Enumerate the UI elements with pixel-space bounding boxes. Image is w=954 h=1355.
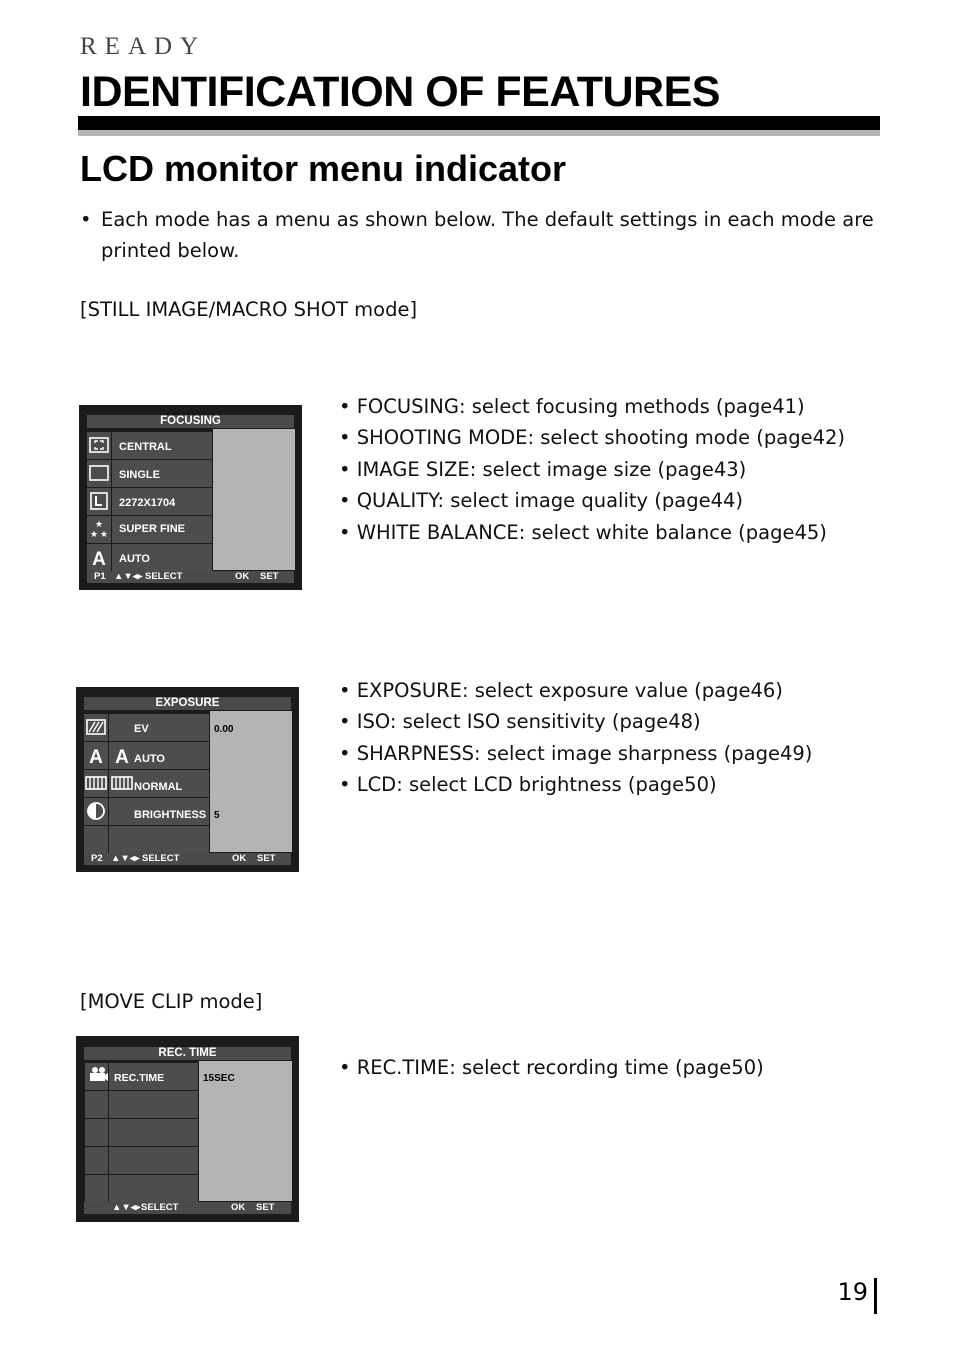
menu-footer bbox=[84, 1202, 291, 1214]
intro-bullet: • bbox=[80, 208, 92, 231]
list-item: • SHARPNESS: select image sharpness (page49) bbox=[339, 741, 813, 765]
section-label: READY bbox=[80, 33, 207, 60]
list-item: • FOCUSING: select focusing methods (page41) bbox=[339, 395, 805, 418]
list-item: • WHITE BALANCE: select white balance (page45) bbox=[339, 520, 827, 544]
auto-a-icon bbox=[88, 546, 110, 568]
ok-hint: OK bbox=[235, 571, 250, 582]
menu-row-label: EV bbox=[134, 723, 149, 735]
svg-text:★: ★ bbox=[94, 520, 104, 530]
movie-camera-icon bbox=[87, 1063, 109, 1085]
menu-value: 0.00 bbox=[214, 724, 234, 735]
svg-text:★: ★ bbox=[99, 530, 109, 539]
select-hint: SELECT bbox=[145, 571, 183, 582]
menu-row-label: AUTO bbox=[134, 753, 165, 765]
focus-area-icon bbox=[88, 434, 110, 456]
select-hint: SELECT bbox=[141, 1202, 179, 1213]
movie-mode-label: [MOVE CLIP mode] bbox=[80, 990, 263, 1013]
title-rule-shadow bbox=[78, 130, 880, 136]
single-frame-icon bbox=[88, 462, 110, 484]
brightness-icon bbox=[85, 800, 107, 822]
page-number-bar bbox=[874, 1278, 877, 1314]
section-subtitle: LCD monitor menu indicator bbox=[80, 148, 566, 189]
lcd-menu-rec-time bbox=[76, 1036, 299, 1222]
still-mode-label: [STILL IMAGE/MACRO SHOT mode] bbox=[80, 298, 418, 321]
focusing-menu-bullets bbox=[339, 391, 845, 548]
rec-time-menu-bullets bbox=[339, 1052, 764, 1083]
svg-text:A: A bbox=[92, 549, 106, 567]
menu-row-label: AUTO bbox=[119, 553, 150, 565]
list-item: • QUALITY: select image quality (page44) bbox=[339, 489, 743, 513]
menu-title: EXPOSURE bbox=[84, 697, 291, 710]
list-item: • LCD: select LCD brightness (page50) bbox=[339, 773, 717, 797]
lcd-menu-exposure bbox=[76, 687, 299, 872]
sharpness-icon bbox=[85, 772, 107, 794]
svg-text:A: A bbox=[89, 747, 103, 765]
ok-hint: OK bbox=[232, 853, 247, 864]
menu-row-label: CENTRAL bbox=[119, 441, 172, 453]
menu-value: 15SEC bbox=[203, 1073, 235, 1084]
intro-paragraph bbox=[80, 204, 880, 266]
nav-arrows-icon: ▲▼◂▸ bbox=[112, 1202, 141, 1213]
menu-row-label: 2272X1704 bbox=[119, 497, 176, 509]
page-number: 19 bbox=[837, 1278, 868, 1306]
menu-footer bbox=[87, 571, 294, 583]
set-hint: SET bbox=[257, 853, 276, 864]
exposure-icon bbox=[85, 716, 107, 738]
menu-title: REC. TIME bbox=[84, 1047, 291, 1060]
exposure-menu-bullets bbox=[339, 675, 812, 801]
lcd-menu-focusing bbox=[79, 405, 302, 590]
svg-text:★: ★ bbox=[89, 530, 99, 539]
nav-arrows-icon: ▲▼◂▸ bbox=[114, 571, 143, 582]
list-item: • IMAGE SIZE: select image size (page43) bbox=[339, 457, 747, 481]
select-hint: SELECT bbox=[142, 853, 180, 864]
menu-row-label: REC.TIME bbox=[114, 1072, 165, 1084]
set-hint: SET bbox=[256, 1202, 275, 1213]
list-item: • EXPOSURE: select exposure value (page46) bbox=[339, 679, 783, 702]
menu-row-label: BRIGHTNESS bbox=[134, 809, 207, 821]
title-rule bbox=[78, 116, 880, 130]
menu-row-label: SINGLE bbox=[119, 469, 160, 481]
svg-text:A: A bbox=[115, 747, 129, 765]
intro-text: Each mode has a menu as shown below. The default settings in each mode are printed below. bbox=[101, 208, 874, 262]
page-title: IDENTIFICATION OF FEATURES bbox=[80, 68, 720, 116]
menu-value-panel bbox=[213, 429, 295, 570]
menu-value: 5 bbox=[214, 810, 220, 821]
page-indicator: P2 bbox=[91, 853, 103, 864]
list-item: • REC.TIME: select recording time (page50) bbox=[339, 1056, 764, 1079]
super-fine-stars-icon bbox=[88, 518, 110, 540]
menu-title: FOCUSING bbox=[87, 415, 294, 428]
iso-auto-icon bbox=[111, 744, 133, 766]
large-size-icon bbox=[88, 490, 110, 512]
list-item: • ISO: select ISO sensitivity (page48) bbox=[339, 710, 701, 734]
sharpness-normal-icon bbox=[111, 772, 133, 794]
auto-a-icon bbox=[85, 744, 107, 766]
menu-footer bbox=[84, 853, 291, 865]
ok-hint: OK bbox=[231, 1202, 246, 1213]
menu-row-label: NORMAL bbox=[134, 781, 183, 793]
list-item: • SHOOTING MODE: select shooting mode (page42) bbox=[339, 426, 846, 450]
nav-arrows-icon: ▲▼◂▸ bbox=[111, 853, 140, 864]
set-hint: SET bbox=[260, 571, 279, 582]
page-indicator: P1 bbox=[94, 571, 106, 582]
menu-row-label: SUPER FINE bbox=[119, 523, 186, 535]
